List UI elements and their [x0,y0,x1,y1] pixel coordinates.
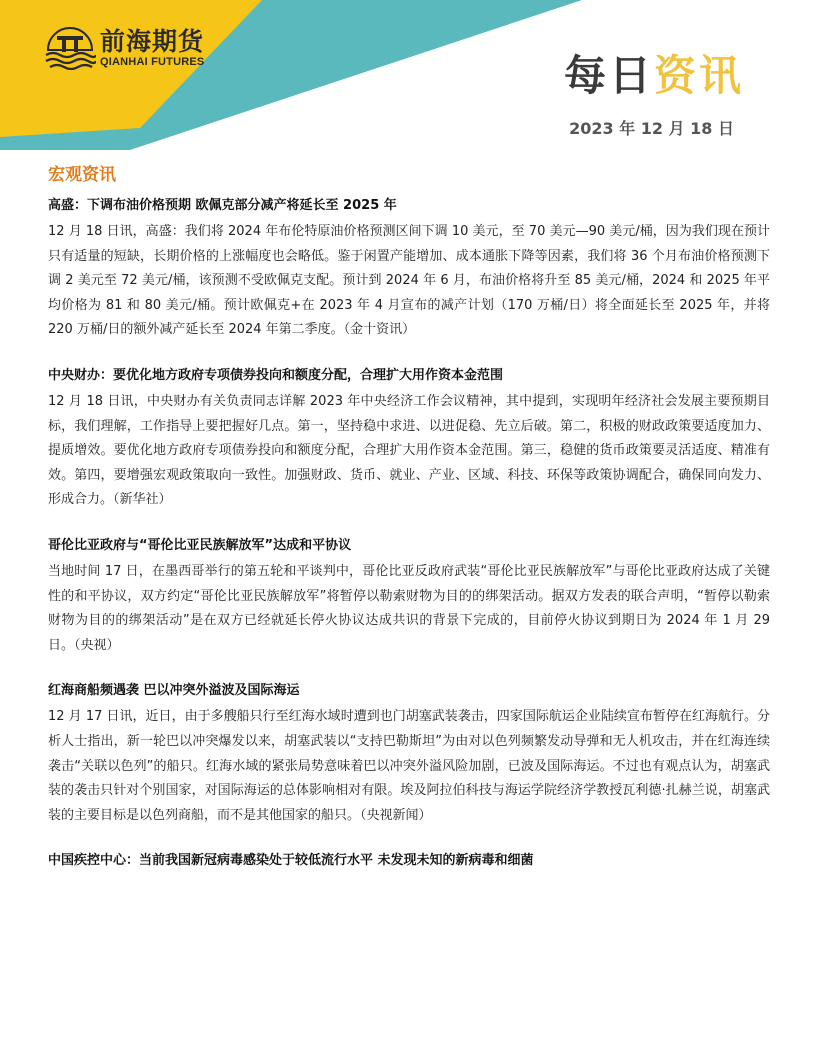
article [48,850,770,872]
article [48,195,770,343]
article [48,535,770,658]
article [48,365,770,513]
article-headline: 高盛：下调布油价格预期 欧佩克部分减产将延长至 2025 年 [48,198,397,213]
article [48,680,770,828]
article-body: 12 月 18 日讯，中央财办有关负责同志详解 2023 年中央经济工作会议精神，其中提到，实现明年经济社会发展主要预期目标，我们理解，工作指导上要把握好几点。第一，坚持稳中求进、以进促稳、先立后破。第二，积极的财政政策要适度加力、提质增效。要优化地方政府专项债券投向和额度分配，合理扩大用作资本金范围。第三，稳健的货币政策要灵活适度、精准有效。第四，要增强宏观政策取向一致性。加强财政、货币、就业、产业、区域、科技、环保等政策协调配合，确保同向发力、形成合力。（新华社） [48,393,770,508]
page-title [564,52,744,100]
qianhai-logo-icon [44,26,96,70]
logo-chinese-name: 前海期货 [100,26,205,56]
section-title: 宏观资讯 [48,165,116,185]
logo-english-name: QIANHAI FUTURES [100,55,205,68]
article-body: 当地时间 17 日，在墨西哥举行的第五轮和平谈判中，哥伦比亚反政府武装“哥伦比亚民族解放军”与哥伦比亚政府达成了关键性的和平协议，双方约定“哥伦比亚民族解放军”将暂停以勒索财物为目的的绑架活动。据双方发表的联合声明，“暂停以勒索财物为目的的绑架活动”是在双方已经就延长停火协议达成共识的背景下完成的，目前停火协议到期日为 2024 年 1 月 29 日。（央视） [48,563,770,653]
article-headline: 哥伦比亚政府与“哥伦比亚民族解放军”达成和平协议 [48,537,352,553]
article-body: 12 月 17 日讯，近日，由于多艘船只行至红海水域时遭到也门胡塞武装袭击，四家国际航运企业陆续宣布暂停在红海航行。分析人士指出，新一轮巴以冲突爆发以来，胡塞武装以“支持巴勒斯坦”为由对以色列频繁发动导弹和无人机攻击，并在红海连续袭击“关联以色列”的船只。红海水域的紧张局势意味着巴以冲突外溢风险加剧，已波及国际海运。不过也有观点认为，胡塞武装的袭击只针对个别国家，对国际海运的总体影响相对有限。埃及阿拉伯科技与海运学院经济学教授瓦利德·扎赫兰说，胡塞武装的主要目标是以色列商船，而不是其他国家的船只。（央视新闻） [48,709,770,823]
report-date: 2023 年 12 月 18 日 [569,119,734,138]
page-title-part2: 资讯 [653,51,744,100]
article-headline: 中央财办：要优化地方政府专项债券投向和额度分配，合理扩大用作资本金范围 [48,367,504,383]
article-list [48,195,770,894]
article-body: 12 月 18 日讯，高盛：我们将 2024 年布伦特原油价格预测区间下调 10 美元，至 70 美元—90 美元/桶，因为我们现在预计只有适量的短缺，长期价格的上涨幅度也会略低。鉴于闲置产能增加、成本通胀下降等因素，我们将 36 个月布油价格预测下调 2 美元至 72 美元/桶，该预测不受欧佩克支配。预计到 2024 年 6 月，布油价格将升至 85 美元/桶，2024 和 2025 年平均价格为 81 和 80 美元/桶。预计欧佩克+在 2023 年 4 月宣布的减产计划（170 万桶/日）将全面延长至 2025 年，并将 220 万桶/日的额外减产延长至 2024 年第二季度。（金十资讯） [48,224,770,338]
article-headline: 红海商船频遇袭 巴以冲突外溢波及国际海运 [48,683,300,699]
page-title-part1: 每日 [563,51,654,100]
article-headline: 中国疾控中心：当前我国新冠病毒感染处于较低流行水平 未发现未知的新病毒和细菌 [48,853,534,869]
brand-logo [44,26,204,70]
